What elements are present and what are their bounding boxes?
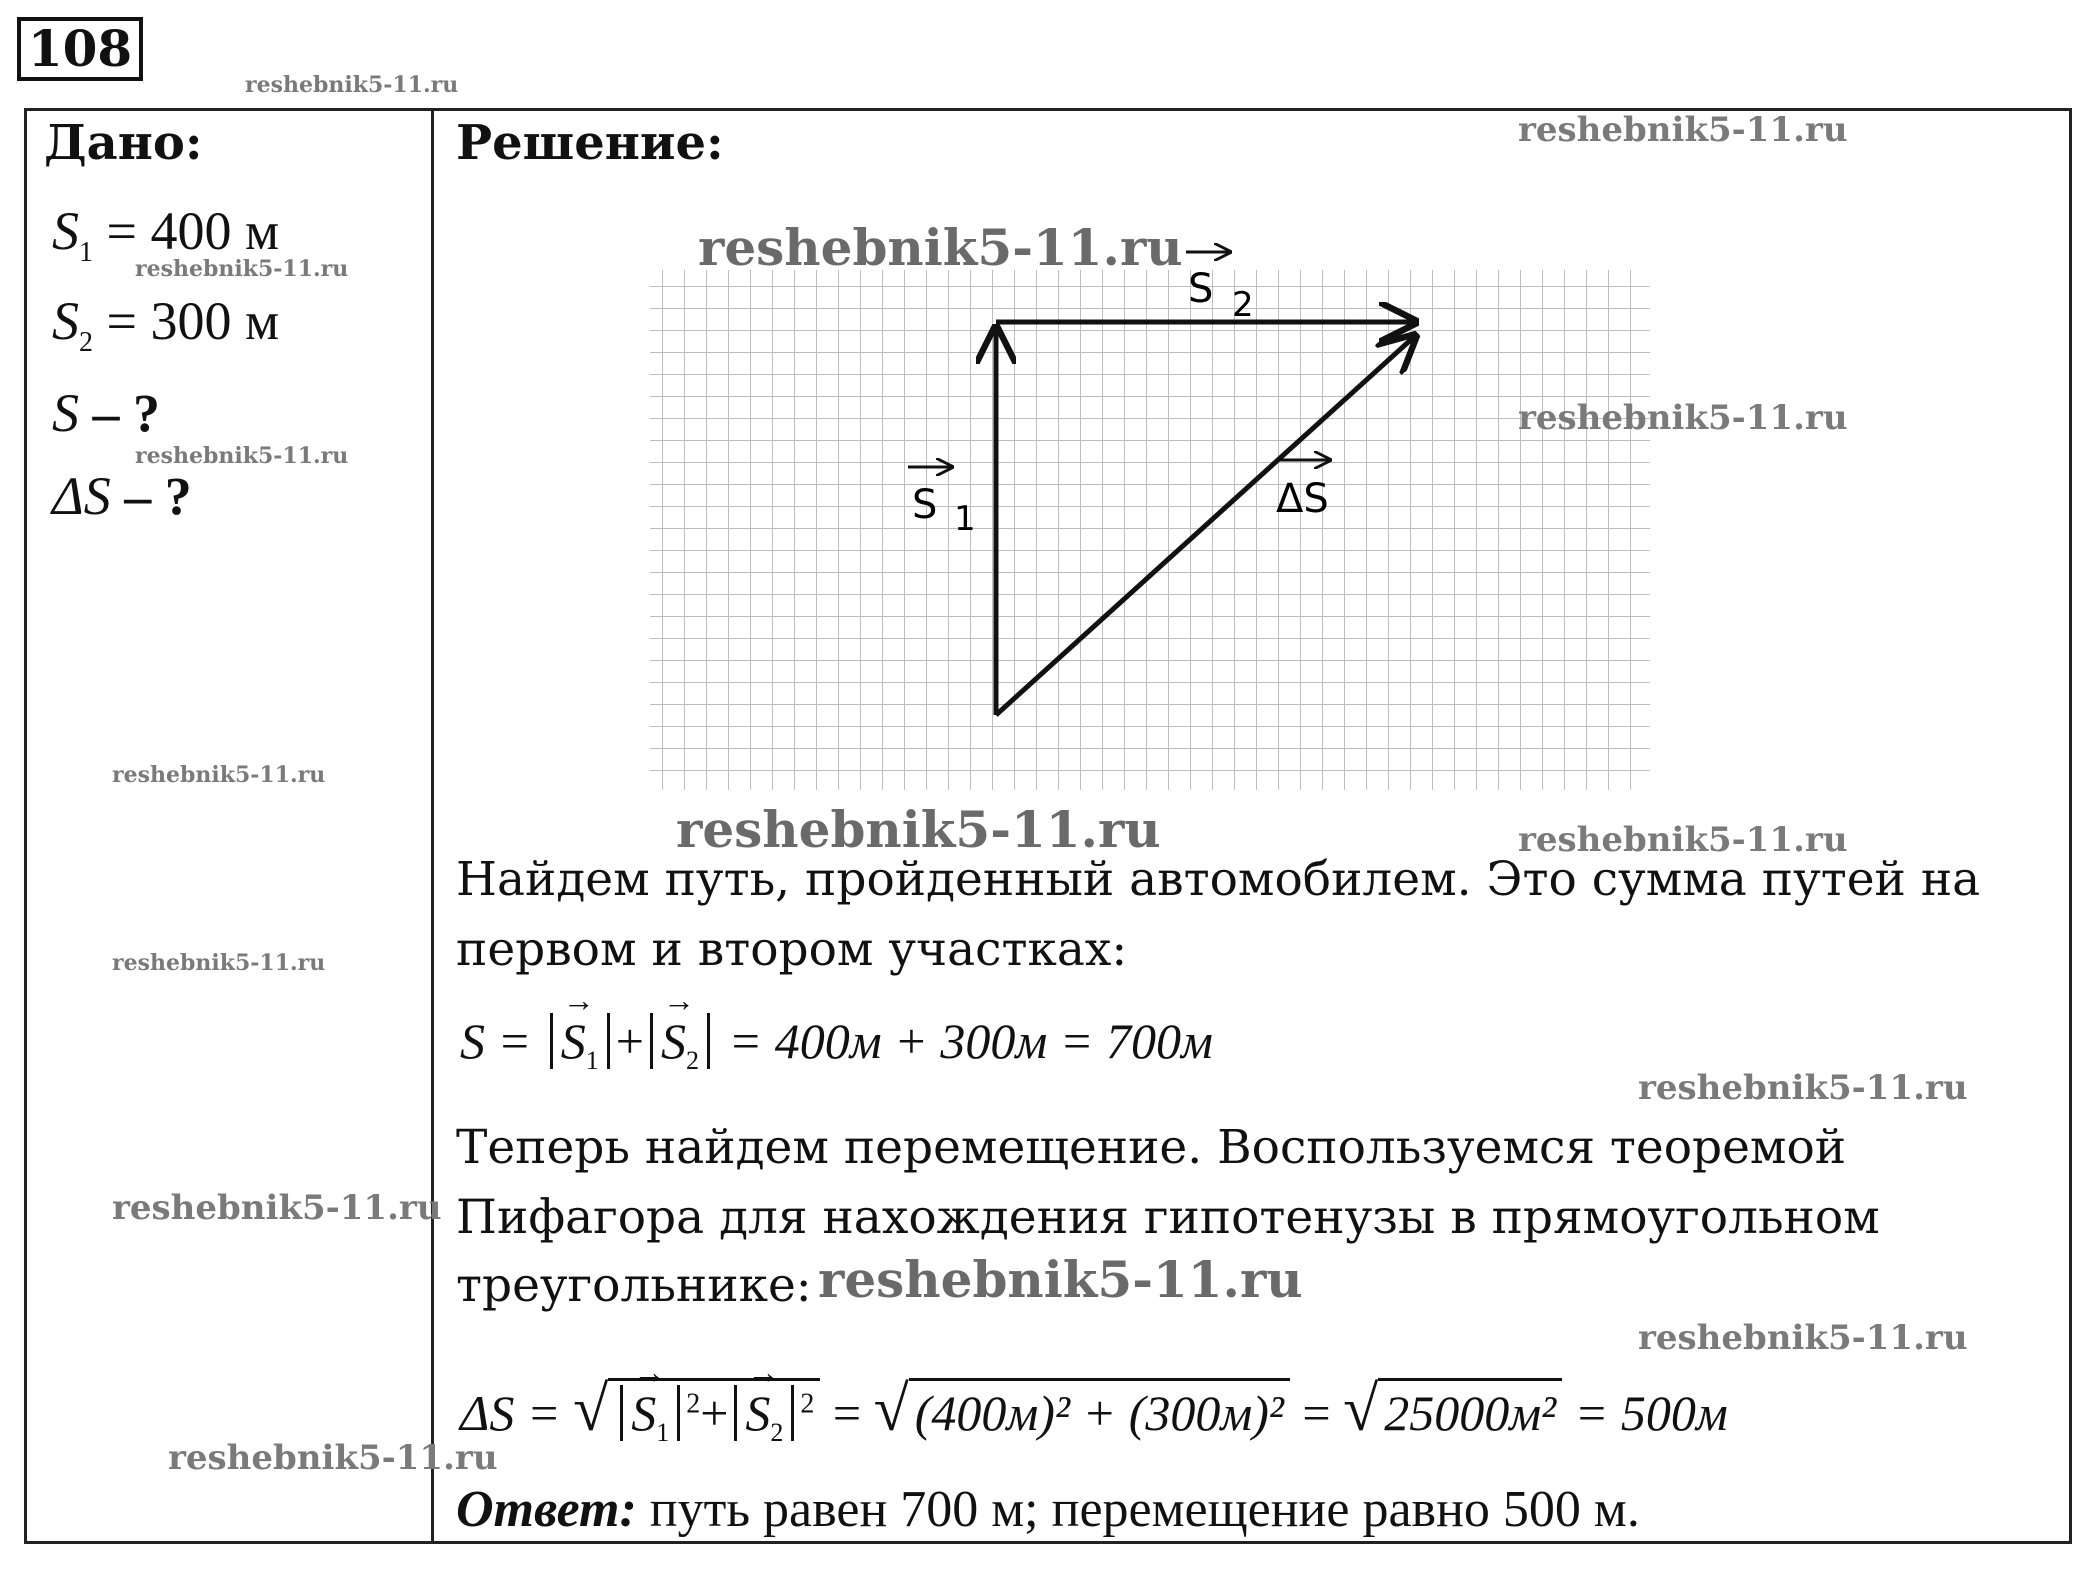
paragraph-1-line-1: Найдем путь, пройденный автомобилем. Это сумма путей на bbox=[456, 852, 1981, 907]
formula2-eq-2: = bbox=[1302, 1385, 1331, 1441]
watermark: reshebnik5-11.ru bbox=[1638, 1068, 1968, 1108]
watermark: reshebnik5-11.ru bbox=[112, 950, 326, 976]
formula1-lhs: S = bbox=[460, 1013, 532, 1069]
vector-diagram bbox=[640, 220, 1680, 820]
s1-symbol: S bbox=[52, 201, 79, 261]
label-s2-sub: 2 bbox=[1232, 285, 1254, 325]
solution-header: Решение: bbox=[456, 115, 724, 171]
sqrt-sign-icon: √ bbox=[1343, 1373, 1379, 1444]
q1-question: – ? bbox=[92, 383, 160, 443]
watermark: reshebnik5-11.ru bbox=[245, 72, 459, 98]
label-s1: S bbox=[912, 482, 938, 528]
formula2-root-1: → $S_1^2+\to S_2^2$ bbox=[608, 1378, 820, 1441]
formula2-root-2: (400м)² + (300м)² bbox=[909, 1378, 1290, 1441]
label-s2: S bbox=[1188, 266, 1214, 312]
watermark: reshebnik5-11.ru bbox=[818, 1250, 1303, 1309]
label-delta-s: ΔS bbox=[1276, 476, 1329, 522]
formula1-plus: + bbox=[615, 1013, 644, 1069]
paragraph-2-line-1: Теперь найдем перемещение. Воспользуемся теоремой bbox=[456, 1120, 1847, 1175]
watermark: reshebnik5-11.ru bbox=[135, 256, 349, 282]
paragraph-2-line-2: Пифагора для нахождения гипотенузы в прямоугольном bbox=[456, 1190, 1880, 1245]
s2-symbol: S bbox=[52, 291, 79, 351]
formula2-result: = 500м bbox=[1574, 1385, 1728, 1441]
formula2-lhs: ΔS = bbox=[460, 1385, 561, 1441]
given-question-ds bbox=[52, 465, 192, 527]
formula-path bbox=[460, 1012, 1213, 1076]
watermark: reshebnik5-11.ru bbox=[112, 762, 326, 788]
formula1-abs-s1: → $S_1$ bbox=[550, 1013, 610, 1069]
sqrt-sign-icon: √ bbox=[873, 1373, 909, 1444]
given-question-s bbox=[52, 382, 160, 444]
label-s1-sub: 1 bbox=[954, 499, 976, 539]
formula2-root-3: 25000м² bbox=[1378, 1378, 1562, 1441]
q1-symbol: S bbox=[52, 383, 79, 443]
paragraph-1-line-2: первом и втором участках: bbox=[456, 922, 1128, 977]
given-header: Дано: bbox=[44, 115, 203, 171]
answer-text: путь равен 700 м; перемещение равно 500 м. bbox=[649, 1481, 1640, 1538]
s1-value: = 400 м bbox=[106, 201, 280, 261]
answer-line bbox=[456, 1480, 1640, 1539]
watermark: reshebnik5-11.ru bbox=[1518, 398, 1848, 438]
q2-symbol: ΔS bbox=[52, 466, 111, 526]
watermark: reshebnik5-11.ru bbox=[112, 1188, 442, 1228]
given-s2 bbox=[52, 290, 279, 359]
s2-subscript: 2 bbox=[79, 326, 93, 358]
watermark: reshebnik5-11.ru bbox=[168, 1438, 498, 1478]
watermark: reshebnik5-11.ru bbox=[698, 218, 1183, 277]
s2-value: = 300 м bbox=[106, 291, 280, 351]
formula1-abs-s2: → $S_2$ bbox=[650, 1013, 710, 1069]
paragraph-2-line-3: треугольнике: bbox=[456, 1258, 812, 1313]
grid-paper bbox=[650, 270, 1650, 790]
formula2-eq-1: = bbox=[832, 1385, 862, 1441]
watermark: reshebnik5-11.ru bbox=[676, 800, 1161, 859]
watermark: reshebnik5-11.ru bbox=[1518, 820, 1848, 860]
watermark: reshebnik5-11.ru bbox=[1638, 1318, 1968, 1358]
watermark: reshebnik5-11.ru bbox=[135, 443, 349, 469]
problem-number: 108 bbox=[17, 17, 143, 81]
s1-subscript: 1 bbox=[79, 236, 93, 268]
q2-question: – ? bbox=[124, 466, 192, 526]
sqrt-sign-icon: √ bbox=[573, 1373, 609, 1444]
column-divider bbox=[431, 108, 434, 1544]
formula-displacement bbox=[460, 1372, 1728, 1448]
formula1-result: = 400м + 300м = 700м bbox=[728, 1013, 1213, 1069]
answer-label: Ответ: bbox=[456, 1481, 637, 1538]
watermark: reshebnik5-11.ru bbox=[1518, 110, 1848, 150]
